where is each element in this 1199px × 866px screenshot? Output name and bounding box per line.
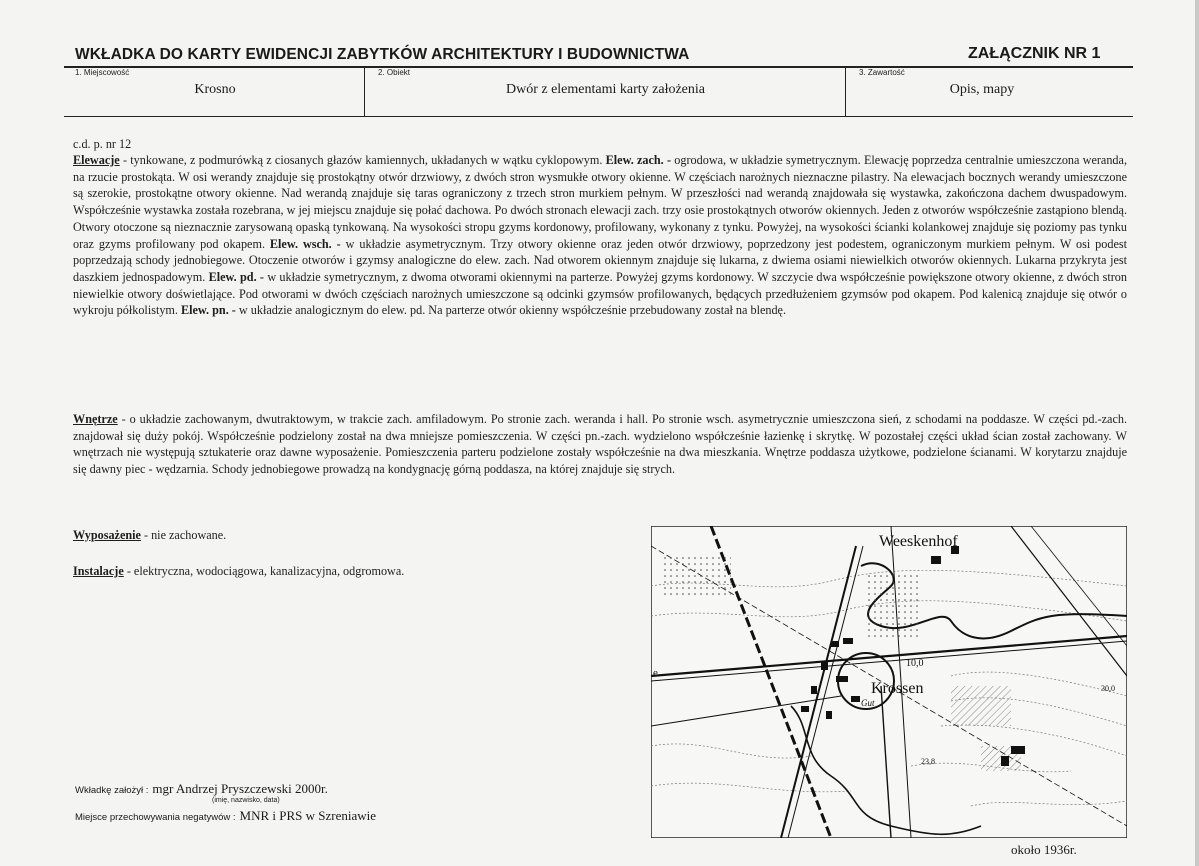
field-label-object: 2. Obiekt	[378, 68, 411, 77]
header-divider-1	[364, 66, 365, 117]
wnetrze-text: - o układzie zachowanym, dwutraktowym, w trakcie zach. amfiladowym. Po stronie zach. weranda i hall. Po stronie wsch. asymetrycznie umieszczona sień, z schodami na poddasze. W części pd.-zach. znajdował się duży pokój. Współcześnie podzielony został na dwa mniejsze pomieszczenia. W części pn.-zach. wydzielono współcześnie łazienkę i skrytkę. W pozostałej części układ ścian został zachowany. W wnętrzach nie występują sztukaterie oraz dawne wyposażenie. Pomieszczenia parteru podzielone zostały współcześnie na dwa mieszkania. Wnętrze poddasza użytkowe, podzielone ścianami. W korytarzu znajduje się dawny piec - wędzarnia. Schody jednobiegowe prowadzą na kondygnację górną poddasza, na której znajduje się strych.	[73, 412, 1127, 477]
annex-number: ZAŁĄCZNIK NR 1	[968, 45, 1101, 62]
heading-wnetrze: Wnętrze	[73, 412, 118, 426]
field-value-locality: Krosno	[194, 82, 236, 97]
section-elewacje	[73, 152, 1127, 319]
map-label-height: 23,8	[921, 757, 935, 766]
elewacje-text-5: w układzie analogicznym do elew. pd. Na parterze otwór okienny współcześnie przebudowany został na blendę.	[235, 303, 787, 318]
sheet-title: WKŁADKA DO KARTY EWIDENCJI ZABYTKÓW ARCHITEKTURY I BUDOWNICTWA	[75, 46, 690, 63]
map-label-gut: Gut	[861, 698, 875, 708]
elewacje-text-4: w układzie symetrycznym, z dwoma otworami okiennymi na parterze. Powyżej gzyms kordonowy. W szczycie dwa współcześnie powiększone otwory okienne, z dwóch stron niewielkie otwory doświetlające. Pod otworami w dwóch częściach narożnych umieszczone są odcinki gzymsów profilowanych, będących przedłużeniem gzymsów pod okapem. Pod kalenicą znajduje się otwór o wykroju półkolistym.	[73, 269, 1127, 318]
header-bottom-rule	[64, 116, 1133, 117]
elewacje-text-1: - tynkowane, z podmurówką z ciosanych głazów kamiennych, układanych w wątku cyklopowym.	[119, 153, 606, 167]
elewacje-east-label: Elew. wsch. -	[269, 236, 341, 251]
heading-wyposazenie: Wyposażenie	[73, 528, 141, 542]
field-value-contents: Opis, mapy	[949, 82, 1015, 97]
header-divider-2	[845, 66, 846, 117]
field-label-locality: 1. Miejscowość	[75, 68, 130, 77]
historical-map	[651, 526, 1127, 838]
author-label: Wkładkę założył :	[75, 785, 149, 796]
author-value: mgr Andrzej Pryszczewski 2000r.	[152, 781, 328, 796]
instalacje-text: - elektryczna, wodociągowa, kanalizacyjna, odgromowa.	[123, 564, 405, 578]
map-label-right: 30,0	[1101, 684, 1115, 693]
heading-instalacje: Instalacje	[73, 564, 124, 578]
header-top-rule	[64, 66, 1133, 68]
elewacje-north-label: Elew. pn. -	[181, 303, 236, 318]
field-label-contents: 3. Zawartość	[859, 68, 905, 77]
map-drawing	[651, 526, 1127, 838]
elewacje-west-label: Elew. zach. -	[605, 153, 672, 167]
field-value-object: Dwór z elementami karty założenia	[505, 82, 705, 97]
map-label-left: e	[653, 667, 658, 679]
section-wyposazenie	[73, 527, 633, 544]
map-label-road: 10,0	[906, 658, 924, 669]
map-caption: około 1936r.	[1011, 842, 1077, 857]
section-wnetrze	[73, 411, 1127, 478]
description-continuation	[73, 136, 1127, 153]
elewacje-text-3: w układzie asymetrycznym. Trzy otwory okienne oraz jeden otwór drzwiowy, poprzedzony jest podestem, ograniczonym murkiem pełnym. W osi podest poprzedzają schody jednobiegowe. Otoczenie otworów i gzymsy analogiczne do elew. zach. Nad otworem okiennym znajduje się lukarna, z dwiema osiami niewielkich otworów okiennych. Lukarna przykryta jest daszkiem jednospadowym.	[73, 236, 1128, 284]
map-label-krossen: Krossen	[871, 680, 924, 697]
footer-author	[75, 780, 328, 798]
storage-value: MNR i PRS w Szreniawie	[239, 808, 377, 823]
continuation-note: c.d. p. nr 12	[73, 137, 132, 151]
storage-label: Miejsce przechowywania negatywów :	[75, 812, 236, 823]
map-label-weeskenhof: Weeskenhof	[879, 533, 958, 550]
footer-storage	[75, 807, 376, 825]
elewacje-text-2: ogrodowa, w układzie symetrycznym. Elewację poprzedza centralnie umieszczona weranda, na rzucie prostokąta. W osi werandy znajduje się prostokątny otwór drzwiowy, z dwóch stron wysmukłe otwory okienne. W częściach narożnych nieznaczne pilastry. Na elewacjach bocznych werandy umieszczone są szerokie, prostokątne otwory okienne. Nad werandą znajduje się taras ograniczony z trzech stron murkiem pełnym. W przeszłości nad werandą znajdowała się wystawka, zakończona dachem dwuspadowym. Współcześnie wystawka została rozebrana, w jej miejscu znajduje się połać dachowa. Po dwóch stronach elewacji zach. trzy osie prostokątnych otworów okiennych. Jeden z otworów współcześnie zastąpiono blendą. Otwory otoczone są nieznacznie zarysowaną opaską tynkowaną. Na wysokości stropu gzyms kordonowy, profilowany, wykonany z tynku. Powyżej, na wysokości ścianki kolankowej znajduje się poziomy pas tynku oraz gzyms profilowany pod okapem.	[73, 153, 1127, 251]
wyposazenie-text: - nie zachowane.	[140, 528, 227, 542]
elewacje-south-label: Elew. pd. -	[208, 269, 264, 284]
heading-elewacje: Elewacje	[73, 153, 120, 167]
section-instalacje	[73, 563, 633, 580]
author-note: (imię, nazwisko, data)	[212, 797, 280, 804]
page-edge	[1195, 0, 1199, 866]
